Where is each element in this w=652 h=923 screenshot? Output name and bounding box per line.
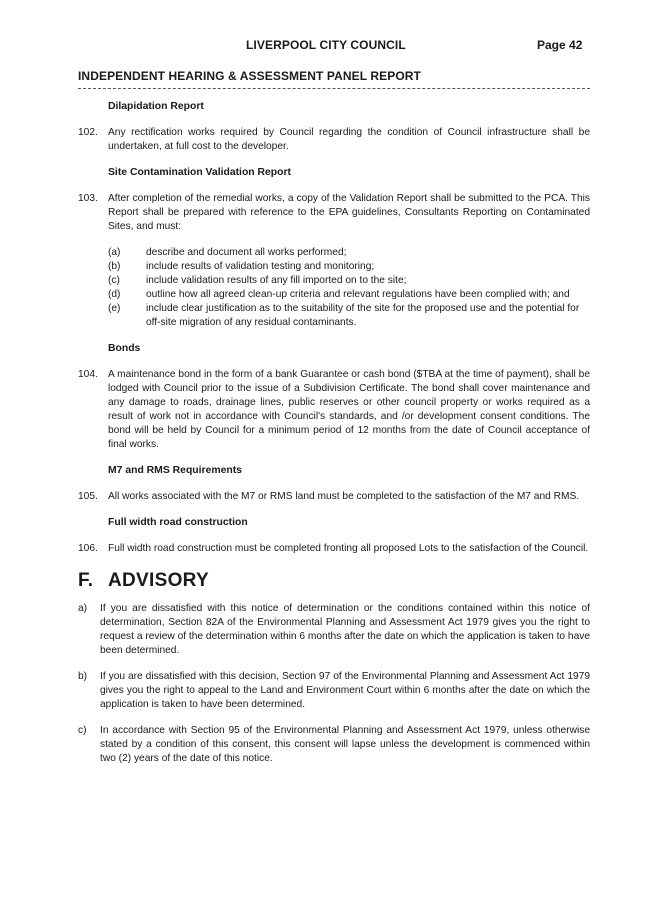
validation-requirements-list xyxy=(108,246,590,330)
list-item xyxy=(108,246,590,260)
advisory-item-label: a) xyxy=(78,603,88,614)
header-rule xyxy=(78,88,590,89)
advisory-item xyxy=(78,602,590,658)
section-title: ADVISORY xyxy=(108,570,209,591)
heading-m7-rms: M7 and RMS Requirements xyxy=(108,465,242,476)
list-item-label: (a) xyxy=(108,247,121,258)
section-number: F. xyxy=(78,570,94,591)
page-number: Page 42 xyxy=(537,38,583,52)
report-title: INDEPENDENT HEARING & ASSESSMENT PANEL REPORT xyxy=(78,69,421,83)
heading-site-contamination: Site Contamination Validation Report xyxy=(108,167,292,178)
section-heading-advisory xyxy=(78,570,590,591)
list-item-text: outline how all agreed clean-up criteria and relevant regulations have been complied with; and xyxy=(146,289,570,300)
paragraph-number: 106. xyxy=(78,543,98,554)
advisory-item-label: c) xyxy=(78,725,87,736)
heading-full-width-road: Full width road construction xyxy=(108,517,248,528)
list-item-label: (e) xyxy=(108,303,121,314)
paragraph-text: A maintenance bond in the form of a bank Guarantee or cash bond ($TBA at the time of payment), shall be lodged with Council prior to the issue of a Subdivision Certificate. The bond shall cover maintenance and any damage to roads, drainage lines, public reserves or other council property or works required as a result of work not in accordance with Council's standards, and /or development consent conditions. The bond will be held by Council for a minimum period of 12 months from the date of Council acceptance of final works. xyxy=(108,369,590,450)
paragraph-105 xyxy=(78,490,590,504)
heading-bonds: Bonds xyxy=(108,343,141,354)
list-item-text: include validation results of any fill imported on to the site; xyxy=(146,275,407,286)
paragraph-text: After completion of the remedial works, a copy of the Validation Report shall be submitted to the PCA. This Report shall be prepared with reference to the EPA guidelines, Consultants Reporting on Contaminated Sites, and must: xyxy=(108,193,590,232)
list-item-label: (c) xyxy=(108,275,120,286)
list-item xyxy=(108,260,590,274)
list-item-label: (b) xyxy=(108,261,121,272)
list-item xyxy=(108,302,590,330)
page-content xyxy=(78,100,590,766)
advisory-item xyxy=(78,670,590,712)
list-item-text: include results of validation testing and monitoring; xyxy=(146,261,375,272)
list-item-text: include clear justification as to the suitability of the site for the proposed use and the potential for off-site migration of any residual contaminants. xyxy=(146,303,580,328)
paragraph-104 xyxy=(78,368,590,452)
paragraph-106 xyxy=(78,542,590,556)
paragraph-number: 103. xyxy=(78,193,98,204)
header-council-name: LIVERPOOL CITY COUNCIL xyxy=(246,38,406,52)
paragraph-number: 102. xyxy=(78,127,98,138)
advisory-item-text: If you are dissatisfied with this decision, Section 97 of the Environmental Planning and Assessment Act 1979 gives you the right to appeal to the Land and Environment Court within 6 months after the date on which the application is taken to have been determined. xyxy=(100,671,590,710)
list-item xyxy=(108,274,590,288)
advisory-item-text: If you are dissatisfied with this notice of determination or the conditions contained within this notice of determination, Section 82A of the Environmental Planning and Assessment Act 1979 gives you the right to request a review of the determination within 6 months after the date on which the application is taken to have been determined. xyxy=(100,603,590,656)
list-item-text: describe and document all works performed; xyxy=(146,247,347,258)
paragraph-103 xyxy=(78,192,590,234)
list-item xyxy=(108,288,590,302)
advisory-item-label: b) xyxy=(78,671,88,682)
advisory-item xyxy=(78,724,590,766)
paragraph-text: All works associated with the M7 or RMS land must be completed to the satisfaction of the M7 and RMS. xyxy=(108,491,580,502)
paragraph-102 xyxy=(78,126,590,154)
heading-dilapidation: Dilapidation Report xyxy=(108,101,204,112)
paragraph-number: 105. xyxy=(78,491,98,502)
paragraph-number: 104. xyxy=(78,369,98,380)
paragraph-text: Full width road construction must be completed fronting all proposed Lots to the satisfaction of the Council. xyxy=(108,543,589,554)
advisory-item-text: In accordance with Section 95 of the Environmental Planning and Assessment Act 1979, unless otherwise stated by a condition of this consent, this consent will lapse unless the development is commenced within two (2) years of the date of this notice. xyxy=(100,725,590,764)
list-item-label: (d) xyxy=(108,289,121,300)
paragraph-text: Any rectification works required by Council regarding the condition of Council infrastructure shall be undertaken, at full cost to the developer. xyxy=(108,127,590,152)
